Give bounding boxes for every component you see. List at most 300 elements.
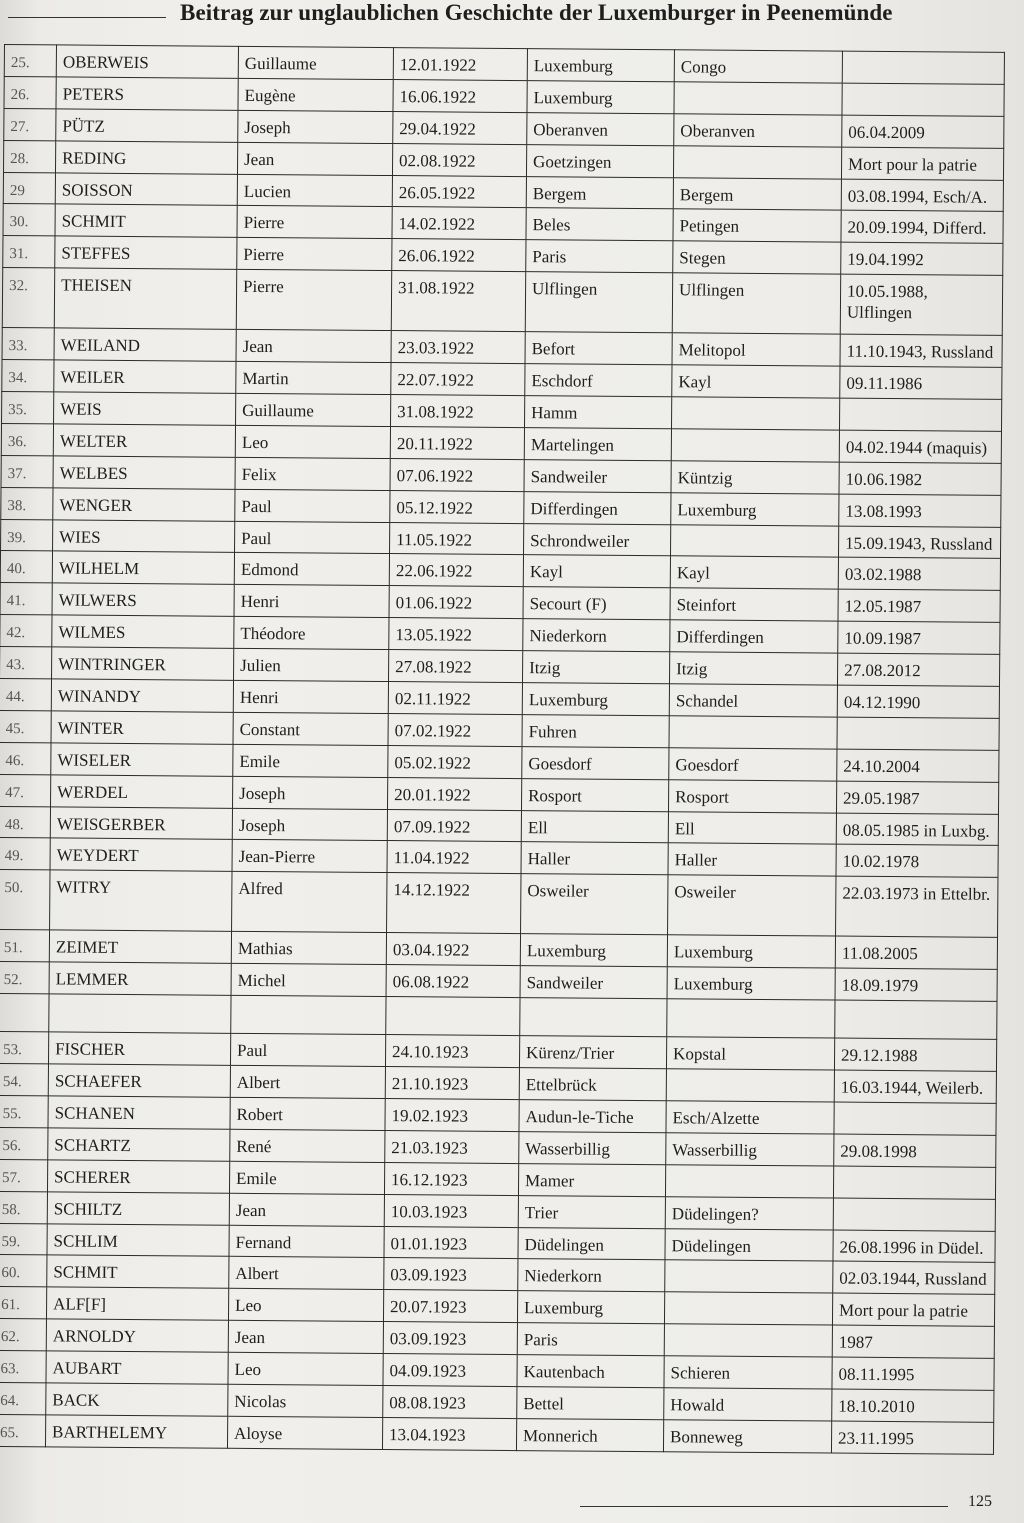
cell-surname: ALF[F] (46, 1287, 228, 1320)
cell-death-info: 12.05.1987 (838, 589, 1000, 622)
cell-birth-date: 01.01.1923 (384, 1226, 518, 1259)
cell-birth-date: 03.09.1923 (383, 1322, 517, 1355)
cell-first-name: Fernand (229, 1225, 384, 1258)
cell-first-name: Edmond (234, 553, 389, 586)
cell-birth-place: Luxemburg (522, 683, 669, 716)
cell-row-number: 54. (0, 1064, 48, 1096)
cell-death-info: 04.02.1944 (maquis) (839, 430, 1001, 463)
cell-residence: Steinfort (670, 588, 838, 621)
cell-death-info: 09.11.1986 (840, 366, 1002, 399)
cell-residence (673, 145, 841, 178)
cell-surname: SCHMIT (47, 1255, 229, 1288)
cell-surname: STEFFES (55, 236, 237, 269)
cell-residence: Petingen (673, 209, 841, 242)
cell-residence: Bonneweg (663, 1420, 831, 1453)
cell-row-number: 60. (0, 1255, 47, 1287)
cell-first-name: Pierre (237, 206, 392, 239)
cell-death-info (834, 1102, 996, 1135)
cell-surname: FISCHER (48, 1032, 230, 1065)
cell-birth-place: Luxemburg (527, 49, 674, 82)
cell-row-number: 50. (0, 870, 50, 930)
cell-birth-date: 23.03.1922 (391, 331, 525, 364)
cell-death-info: 04.12.1990 (837, 685, 999, 718)
cell-residence (671, 397, 839, 430)
cell-first-name: Théodore (234, 617, 389, 650)
cell-first-name: Alfred (232, 872, 387, 933)
cell-birth-place: Kürenz/Trier (519, 1036, 666, 1069)
cell-surname: WISELER (51, 743, 233, 776)
header-rule (8, 17, 166, 18)
table-body (0, 45, 1004, 1455)
cell-birth-place: Audun-le-Tiche (519, 1100, 666, 1133)
cell-row-number: 41. (0, 583, 52, 615)
cell-row-number: 35. (2, 392, 54, 424)
cell-birth-place: Sandweiler (520, 966, 667, 999)
cell-row-number: 61. (0, 1287, 47, 1319)
cell-first-name: Jean (236, 330, 391, 363)
cell-death-info: 08.11.1995 (832, 1357, 994, 1390)
cell-row-number: 36. (1, 423, 53, 455)
cell-birth-date: 22.06.1922 (389, 554, 523, 587)
cell-row-number: 43. (0, 647, 52, 679)
cell-birth-date: 12.01.1922 (393, 48, 527, 81)
cell-birth-place: Luxemburg (517, 1291, 664, 1324)
cell-first-name: Guillaume (238, 46, 393, 79)
cell-first-name: Emile (233, 744, 388, 777)
cell-birth-place: Niederkorn (523, 619, 670, 652)
cell-birth-date: 20.11.1922 (390, 426, 524, 459)
cell-first-name: Pierre (237, 238, 392, 271)
cell-first-name: Joseph (233, 776, 388, 809)
cell-first-name: Nicolas (228, 1384, 383, 1417)
cell-death-info: 24.10.2004 (837, 749, 999, 782)
cell-residence (664, 1324, 832, 1357)
cell-birth-date: 13.04.1923 (382, 1417, 516, 1450)
cell-birth-place: Kayl (523, 555, 670, 588)
cell-birth-date: 02.11.1922 (388, 682, 522, 715)
cell-first-name: Joseph (238, 110, 393, 143)
cell-first-name: Felix (235, 457, 390, 490)
cell-row-number: 62. (0, 1319, 46, 1351)
cell-first-name: Jean (237, 142, 392, 175)
cell-birth-place: Luxemburg (527, 81, 674, 114)
cell-birth-place: Hamm (525, 396, 672, 429)
cell-birth-place: Fuhren (522, 715, 669, 748)
cell-surname: BACK (46, 1383, 228, 1416)
cell-birth-date: 02.08.1922 (392, 143, 526, 176)
cell-birth-date: 21.10.1923 (385, 1067, 519, 1100)
cell-residence: Bergem (673, 177, 841, 210)
cell-birth-place: Bettel (517, 1387, 664, 1420)
cell-birth-place: Wasserbillig (519, 1131, 666, 1164)
cell-birth-place: Sandweiler (524, 459, 671, 492)
cell-surname: WIES (53, 519, 235, 552)
cell-residence (667, 999, 835, 1038)
cell-birth-place: Düdelingen (518, 1227, 665, 1260)
cell-surname: ZEIMET (49, 930, 231, 963)
cell-birth-date: 04.09.1923 (383, 1354, 517, 1387)
cell-residence (666, 1069, 834, 1102)
cell-death-info: 20.09.1994, Differd. (841, 211, 1003, 244)
cell-residence: Luxemburg (671, 492, 839, 525)
cell-surname: PÜTZ (56, 109, 238, 142)
cell-birth-place: Paris (526, 240, 673, 273)
cell-surname (49, 994, 231, 1033)
cell-row-number: 30. (3, 204, 55, 236)
cell-surname: WINTER (51, 711, 233, 744)
cell-birth-date: 03.09.1923 (384, 1258, 518, 1291)
cell-death-info: 29.12.1988 (834, 1038, 996, 1071)
cell-surname: WITRY (50, 870, 232, 931)
cell-surname: SCHANEN (48, 1096, 230, 1129)
cell-death-info: 19.04.1992 (841, 242, 1003, 275)
cell-birth-place: Itzig (523, 651, 670, 684)
cell-birth-date: 11.05.1922 (390, 522, 524, 555)
cell-first-name: Guillaume (236, 393, 391, 426)
cell-birth-place: Secourt (F) (523, 587, 670, 620)
cell-birth-place: Goesdorf (522, 746, 669, 779)
cell-death-info (833, 1198, 995, 1231)
cell-surname: WINTRINGER (52, 647, 234, 680)
cell-row-number: 53. (0, 1032, 49, 1064)
cell-residence: Kopstal (666, 1037, 834, 1070)
cell-death-info: 1987 (832, 1325, 994, 1358)
cell-surname: WERDEL (51, 775, 233, 808)
cell-death-info: 10.05.1988, Ulflingen (840, 274, 1002, 335)
cell-death-info: 16.03.1944, Weilerb. (834, 1070, 996, 1103)
cell-birth-date: 14.12.1922 (387, 873, 521, 934)
cell-surname: WELTER (53, 424, 235, 457)
cell-surname: REDING (55, 141, 237, 174)
cell-birth-date (386, 997, 520, 1036)
cell-surname: AUBART (46, 1351, 228, 1384)
cell-residence (664, 1292, 832, 1325)
cell-birth-date: 14.02.1922 (392, 207, 526, 240)
cell-birth-place: Oberanven (527, 112, 674, 145)
cell-birth-date: 11.04.1922 (387, 841, 521, 874)
cell-first-name: Pierre (236, 270, 391, 331)
cell-birth-date: 31.08.1922 (391, 271, 525, 332)
cell-surname: SCHMIT (55, 204, 237, 237)
cell-residence: Luxemburg (667, 967, 835, 1000)
cell-surname: WEISGERBER (50, 806, 232, 839)
cell-death-info: 03.02.1988 (838, 558, 1000, 591)
cell-death-info: 13.08.1993 (839, 494, 1001, 527)
cell-birth-date: 19.02.1923 (385, 1098, 519, 1131)
cell-birth-date: 05.12.1922 (390, 490, 524, 523)
cell-birth-place: Niederkorn (518, 1259, 665, 1292)
table-row (2, 268, 1002, 336)
cell-birth-place: Luxemburg (520, 934, 667, 967)
cell-first-name: Leo (235, 425, 390, 458)
cell-row-number: 65. (0, 1414, 46, 1446)
cell-surname: WILHELM (52, 551, 234, 584)
cell-first-name: Eugène (238, 78, 393, 111)
cell-birth-date: 07.02.1922 (388, 713, 522, 746)
cell-death-info: 06.04.2009 (842, 115, 1004, 148)
cell-residence: Itzig (669, 652, 837, 685)
cell-birth-date: 20.01.1922 (388, 777, 522, 810)
cell-row-number: 46. (0, 742, 51, 774)
cell-residence: Osweiler (668, 875, 836, 936)
footer-rule (580, 1506, 948, 1507)
cell-birth-place: Osweiler (521, 874, 668, 935)
cell-row-number: 47. (0, 774, 51, 806)
cell-surname: WILMES (52, 615, 234, 648)
cell-row-number: 28. (3, 140, 55, 172)
cell-birth-place: Mamer (518, 1163, 665, 1196)
cell-row-number: 45. (0, 710, 51, 742)
cell-surname: SCHILTZ (47, 1191, 229, 1224)
cell-birth-date: 24.10.1923 (385, 1035, 519, 1068)
cell-death-info: 10.06.1982 (839, 462, 1001, 495)
cell-residence: Kayl (670, 556, 838, 589)
cell-first-name: Joseph (232, 808, 387, 841)
cell-row-number: 40. (0, 551, 52, 583)
cell-birth-place: Rosport (521, 778, 668, 811)
cell-first-name: Martin (236, 361, 391, 394)
cell-row-number: 55. (0, 1095, 48, 1127)
cell-birth-date: 26.05.1922 (392, 175, 526, 208)
table-row (0, 1414, 994, 1454)
cell-row-number: 58. (0, 1191, 47, 1223)
cell-first-name: Albert (229, 1257, 384, 1290)
cell-residence: Küntzig (671, 461, 839, 494)
cell-death-info: 08.05.1985 in Luxbg. (836, 813, 998, 846)
cell-birth-date: 21.03.1923 (385, 1130, 519, 1163)
cell-surname: SCHARTZ (48, 1128, 230, 1161)
page-number: 125 (968, 1493, 992, 1510)
cell-row-number: 31. (3, 236, 55, 268)
cell-death-info: 29.08.1998 (834, 1134, 996, 1167)
cell-surname: WENGER (53, 488, 235, 521)
cell-residence: Ulflingen (672, 273, 840, 334)
cell-birth-place: Differdingen (524, 491, 671, 524)
cell-residence: Ell (668, 811, 836, 844)
cell-first-name: Robert (230, 1097, 385, 1130)
cell-residence (665, 1260, 833, 1293)
cell-surname: LEMMER (49, 962, 231, 995)
cell-row-number: 42. (0, 615, 52, 647)
cell-surname: SOISSON (55, 172, 237, 205)
cell-residence: Melitopol (672, 333, 840, 366)
cell-surname: WILWERS (52, 583, 234, 616)
cell-surname: SCHERER (47, 1160, 229, 1193)
cell-row-number: 52. (0, 962, 49, 994)
cell-first-name: Mathias (231, 932, 386, 965)
cell-birth-date: 20.07.1923 (383, 1290, 517, 1323)
cell-residence: Differdingen (670, 620, 838, 653)
cell-first-name: Leo (228, 1352, 383, 1385)
cell-residence: Wasserbillig (666, 1133, 834, 1166)
cell-row-number: 51. (0, 930, 50, 962)
cell-surname: ARNOLDY (46, 1319, 228, 1352)
cell-row-number: 44. (0, 679, 52, 711)
cell-surname: SCHAEFER (48, 1064, 230, 1097)
cell-row-number: 63. (0, 1351, 46, 1383)
table-row (0, 870, 998, 938)
cell-row-number: 49. (0, 838, 50, 870)
cell-death-info: 11.10.1943, Russland (840, 334, 1002, 367)
cell-first-name: René (230, 1129, 385, 1162)
cell-birth-date: 07.09.1922 (387, 809, 521, 842)
cell-row-number: 26. (4, 76, 56, 108)
cell-first-name: Paul (235, 521, 390, 554)
cell-birth-place: Ulflingen (525, 272, 672, 333)
cell-birth-place: Goetzingen (526, 144, 673, 177)
cell-row-number: 34. (2, 360, 54, 392)
cell-residence: Haller (668, 843, 836, 876)
cell-death-info: 29.05.1987 (836, 781, 998, 814)
cell-birth-date: 03.04.1922 (386, 933, 520, 966)
cell-surname: THEISEN (54, 268, 236, 329)
cell-birth-place: Martelingen (524, 428, 671, 461)
cell-birth-place: Befort (525, 332, 672, 365)
cell-row-number: 33. (2, 328, 54, 360)
cell-residence: Esch/Alzette (666, 1101, 834, 1134)
cell-death-info: 27.08.2012 (837, 653, 999, 686)
cell-surname: OBERWEIS (56, 45, 238, 78)
cell-birth-date: 31.08.1922 (391, 395, 525, 428)
cell-residence: Düdelingen (665, 1228, 833, 1261)
cell-birth-date: 13.05.1922 (389, 618, 523, 651)
cell-row-number: 59. (0, 1223, 47, 1255)
cell-first-name: Aloyse (227, 1416, 382, 1449)
cell-birth-date: 16.12.1923 (384, 1162, 518, 1195)
cell-birth-place (520, 998, 667, 1037)
cell-surname: WEILER (54, 360, 236, 393)
cell-residence (670, 524, 838, 557)
table-container (0, 44, 1006, 1455)
page-title: Beitrag zur unglaublichen Geschichte der Luxemburger in Peenemünde (180, 0, 893, 25)
cell-birth-date: 05.02.1922 (388, 745, 522, 778)
cell-birth-place: Trier (518, 1195, 665, 1228)
cell-birth-date: 16.06.1922 (393, 79, 527, 112)
cell-birth-place: Haller (521, 842, 668, 875)
cell-row-number: 48. (0, 806, 51, 838)
cell-surname: WEYDERT (50, 838, 232, 871)
cell-birth-place: Ell (521, 810, 668, 843)
cell-death-info: 10.02.1978 (836, 845, 998, 878)
cell-residence: Kayl (672, 365, 840, 398)
cell-first-name: Julien (234, 648, 389, 681)
name-table (0, 44, 1005, 1455)
cell-row-number: 29 (3, 172, 55, 204)
cell-first-name: Lucien (237, 174, 392, 207)
cell-surname: SCHLIM (47, 1223, 229, 1256)
cell-first-name (231, 995, 386, 1034)
cell-death-info (833, 1166, 995, 1199)
cell-surname: WELBES (53, 456, 235, 489)
cell-birth-place: Schrondweiler (524, 523, 671, 556)
cell-death-info (842, 83, 1004, 116)
cell-residence: Schandel (669, 684, 837, 717)
cell-death-info: 22.03.1973 in Ettelbr. (836, 876, 998, 937)
cell-residence: Congo (674, 50, 842, 83)
cell-death-info: 11.08.2005 (835, 936, 997, 969)
cell-birth-place: Kautenbach (517, 1355, 664, 1388)
cell-birth-date: 07.06.1922 (390, 458, 524, 491)
cell-residence: Luxemburg (667, 935, 835, 968)
cell-residence (665, 1164, 833, 1197)
cell-birth-place: Bergem (526, 176, 673, 209)
cell-death-info: 18.09.1979 (835, 968, 997, 1001)
cell-residence: Stegen (673, 241, 841, 274)
cell-death-info (839, 398, 1001, 431)
cell-death-info: 23.11.1995 (831, 1421, 993, 1454)
cell-first-name: Jean (229, 1193, 384, 1226)
cell-surname: PETERS (56, 77, 238, 110)
cell-row-number: 25. (4, 45, 56, 77)
cell-birth-date: 10.03.1923 (384, 1194, 518, 1227)
cell-row-number: 37. (1, 455, 53, 487)
cell-first-name: Henri (233, 680, 388, 713)
cell-death-info: 26.08.1996 in Düdel. (833, 1230, 995, 1263)
cell-first-name: Albert (230, 1065, 385, 1098)
cell-death-info: 18.10.2010 (832, 1389, 994, 1422)
cell-birth-place: Ettelbrück (519, 1068, 666, 1101)
cell-surname: WINANDY (51, 679, 233, 712)
cell-birth-date: 27.08.1922 (389, 650, 523, 683)
cell-residence: Schieren (664, 1356, 832, 1389)
cell-birth-place: Beles (526, 208, 673, 241)
cell-first-name: Leo (228, 1289, 383, 1322)
cell-birth-date: 22.07.1922 (391, 363, 525, 396)
cell-death-info: Mort pour la patrie (841, 147, 1003, 180)
cell-residence: Oberanven (674, 114, 842, 147)
cell-first-name: Henri (234, 585, 389, 618)
cell-residence (669, 716, 837, 749)
cell-birth-date: 01.06.1922 (389, 586, 523, 619)
cell-row-number: 56. (0, 1127, 48, 1159)
cell-birth-place: Eschdorf (525, 364, 672, 397)
cell-row-number (0, 994, 49, 1032)
cell-birth-date: 06.08.1922 (386, 965, 520, 998)
cell-birth-place: Paris (517, 1323, 664, 1356)
cell-first-name: Paul (230, 1033, 385, 1066)
cell-surname: BARTHELEMY (45, 1415, 227, 1448)
cell-row-number: 38. (1, 487, 53, 519)
cell-row-number: 32. (2, 268, 54, 328)
cell-birth-date: 08.08.1923 (383, 1385, 517, 1418)
cell-residence: Düdelingen? (665, 1196, 833, 1229)
cell-surname: WEILAND (54, 328, 236, 361)
cell-row-number: 39. (1, 519, 53, 551)
cell-row-number: 27. (4, 108, 56, 140)
cell-death-info (842, 51, 1004, 84)
cell-death-info: Mort pour la patrie (832, 1293, 994, 1326)
cell-residence (674, 82, 842, 115)
cell-first-name: Paul (235, 489, 390, 522)
cell-death-info: 02.03.1944, Russland (833, 1261, 995, 1294)
cell-residence: Rosport (668, 779, 836, 812)
cell-death-info: 10.09.1987 (838, 621, 1000, 654)
cell-row-number: 64. (0, 1382, 46, 1414)
cell-death-info: 03.08.1994, Esch/A. (841, 179, 1003, 212)
cell-residence: Goesdorf (669, 748, 837, 781)
cell-first-name: Jean (228, 1320, 383, 1353)
cell-death-info (835, 1000, 997, 1039)
cell-row-number: 57. (0, 1159, 48, 1191)
cell-birth-date: 26.06.1922 (392, 239, 526, 272)
cell-birth-place: Monnerich (516, 1418, 663, 1451)
cell-first-name: Michel (231, 964, 386, 997)
cell-first-name: Jean-Pierre (232, 840, 387, 873)
cell-death-info (837, 717, 999, 750)
cell-surname: WEIS (54, 392, 236, 425)
cell-residence (671, 429, 839, 462)
cell-death-info: 15.09.1943, Russland (838, 526, 1000, 559)
